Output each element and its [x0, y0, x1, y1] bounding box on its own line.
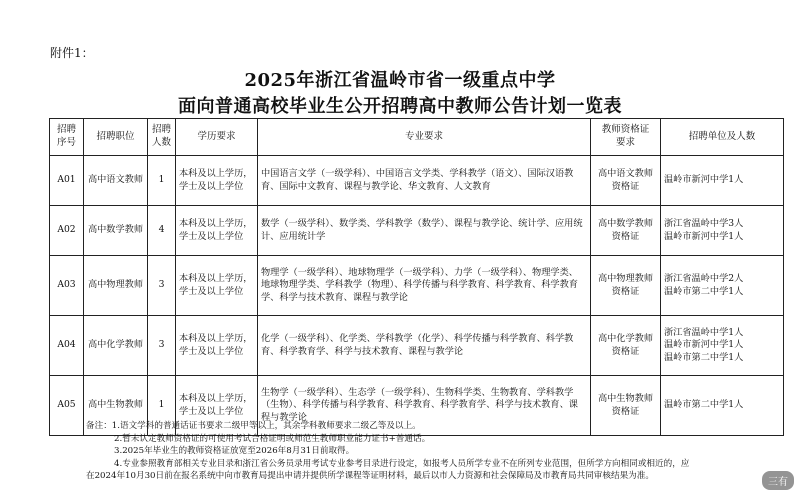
header-cell: 专业要求 [258, 119, 591, 156]
header-cell: 学历要求 [176, 119, 258, 156]
row-major: 生物学（一级学科）、生态学（一级学科）、生物科学类、生物教育、学科教学（生物）、科学传播与科学教育、科学教育、科学教育学、科学与技术教育、课程与教学论 [258, 376, 591, 436]
row-count: 1 [148, 376, 176, 436]
row-education: 本科及以上学历， 学士及以上学位 [176, 206, 258, 256]
table-row [50, 206, 784, 256]
row-education: 本科及以上学历， 学士及以上学位 [176, 376, 258, 436]
row-education: 本科及以上学历， 学士及以上学位 [176, 156, 258, 206]
note-line: 3.2025年毕业生的教师资格证放宽至2026年8月31日前取得。 [114, 446, 355, 456]
row-major: 化学（一级学科）、化学类、学科教学（化学）、科学传播与科学教育、科学教育、科学教育学、科学与技术教育、课程与教学论 [258, 316, 591, 376]
row-id: A01 [50, 156, 84, 206]
header-cell: 招聘 人数 [148, 119, 176, 156]
page-title-line2: 面向普通高校毕业生公开招聘高中教师公告计划一览表 [178, 96, 622, 117]
recruitment-plan-table [49, 118, 784, 436]
row-certificate: 高中语文教师 资格证 [591, 156, 661, 206]
notes-section [86, 420, 786, 483]
row-position: 高中数学教师 [84, 206, 148, 256]
header-cell: 招聘单位及人数 [661, 119, 784, 156]
row-education: 本科及以上学历， 学士及以上学位 [176, 316, 258, 376]
row-certificate: 高中物理教师 资格证 [591, 256, 661, 316]
row-id: A04 [50, 316, 84, 376]
row-count: 3 [148, 316, 176, 376]
note-line: 备注：1.语文学科的普通话证书要求二级甲等以上，其余学科教师要求二级乙等及以上。 [86, 421, 421, 431]
row-units: 浙江省温岭中学2人 温岭市第二中学1人 [661, 256, 784, 316]
row-position: 高中生物教师 [84, 376, 148, 436]
note-line: 2.暂未认定教师资格证的可使用考试合格证明或师范生教师职业能力证书+普通话。 [114, 433, 431, 444]
row-position: 高中语文教师 [84, 156, 148, 206]
row-id: A03 [50, 256, 84, 316]
table-row [50, 156, 784, 206]
row-count: 1 [148, 156, 176, 206]
watermark-badge: 三有 [762, 471, 794, 490]
table-row [50, 316, 784, 376]
row-major: 数学（一级学科）、数学类、学科教学（数学）、课程与教学论、统计学、应用统计、应用统计学 [258, 206, 591, 256]
note-line: 4.专业参照教育部相关专业目录和浙江省公务员录用考试专业参考目录进行设定，如报考人员所学专业不在所列专业范围，但所学方向相同或相近的，应 [114, 458, 690, 469]
row-units: 温岭市第二中学1人 [661, 376, 784, 436]
page-title-line1: 2025年浙江省温岭市省一级重点中学 [244, 70, 556, 91]
row-education: 本科及以上学历， 学士及以上学位 [176, 256, 258, 316]
row-units: 浙江省温岭中学3人 温岭市新河中学1人 [661, 206, 784, 256]
header-cell: 教师资格证 要求 [591, 119, 661, 156]
row-position: 高中物理教师 [84, 256, 148, 316]
header-cell: 招聘 序号 [50, 119, 84, 156]
row-count: 4 [148, 206, 176, 256]
row-certificate: 高中数学教师 资格证 [591, 206, 661, 256]
row-major: 物理学（一级学科）、地球物理学（一级学科）、力学（一级学科）、物理学类、地球物理学类、学科教学（物理）、科学传播与科学教育、科学教育、科学教育学、科学与技术教育、课程与教学论 [258, 256, 591, 316]
row-units: 浙江省温岭中学1人 温岭市新河中学1人 温岭市第二中学1人 [661, 316, 784, 376]
attachment-label: 附件1： [50, 46, 94, 60]
row-id: A02 [50, 206, 84, 256]
row-id: A05 [50, 376, 84, 436]
row-position: 高中化学教师 [84, 316, 148, 376]
table-header-row [50, 119, 784, 156]
row-count: 3 [148, 256, 176, 316]
header-cell: 招聘职位 [84, 119, 148, 156]
row-certificate: 高中生物教师 资格证 [591, 376, 661, 436]
row-major: 中国语言文学（一级学科）、中国语言文学类、学科教学（语文）、国际汉语教育、国际中文教育、课程与教学论、华文教育、人文教育 [258, 156, 591, 206]
row-units: 温岭市新河中学1人 [661, 156, 784, 206]
table-row [50, 256, 784, 316]
note-line: 在2024年10月30日前在报名系统中向市教育局提出申请并提供所学课程等证明材料，最后以市人力资源和社会保障局及市教育局共同审核结果为准。 [86, 471, 654, 481]
row-certificate: 高中化学教师 资格证 [591, 316, 661, 376]
